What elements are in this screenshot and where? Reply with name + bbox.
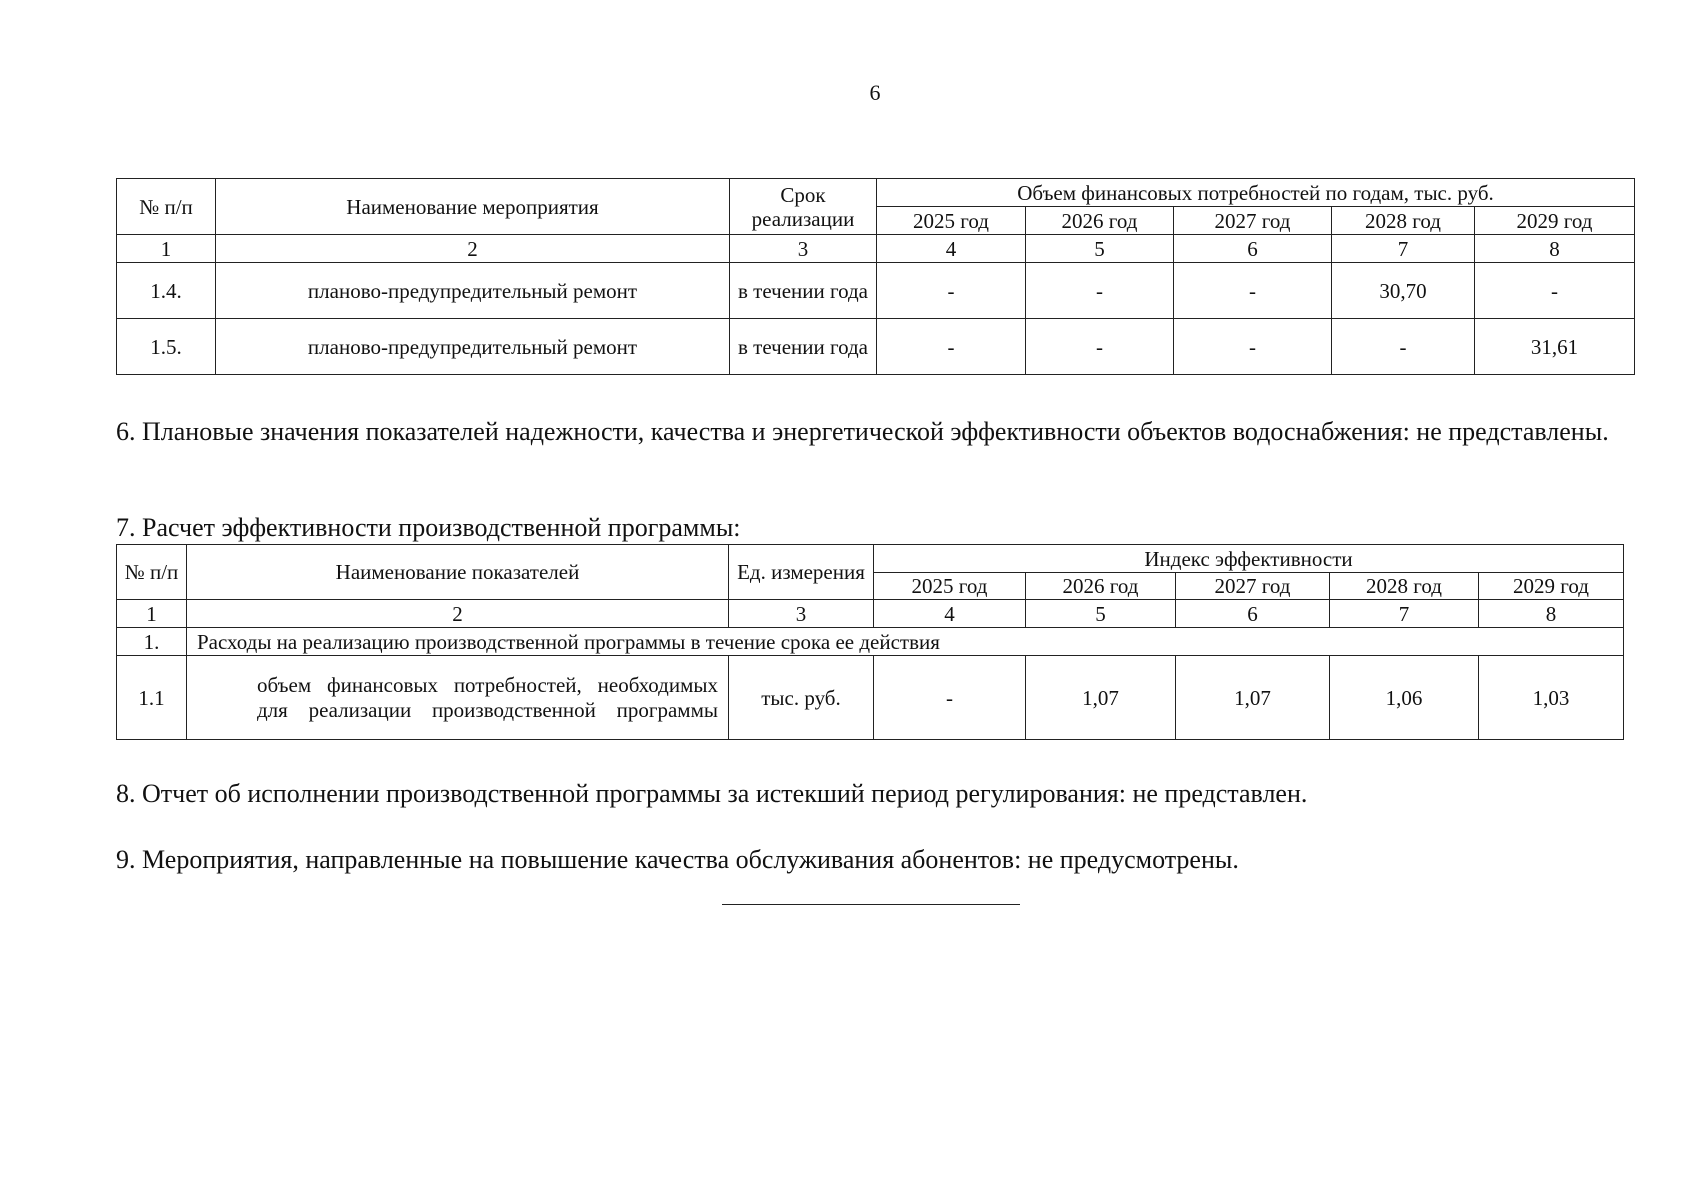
section-9-text: 9. Мероприятия, направленные на повышение качества обслуживания абонентов: не предусмотрены. — [116, 845, 1239, 874]
row-num: 1.1 — [117, 656, 187, 740]
row-term: в течении года — [730, 319, 877, 375]
row-name-text: объем финансовых потребностей, необходимых для реализации производственной программы — [257, 672, 718, 722]
table-row — [117, 656, 1624, 740]
index-cell: 2 — [216, 235, 730, 263]
header-finance: Объем финансовых потребностей по годам, тыс. руб. — [877, 179, 1635, 207]
index-cell: 4 — [874, 600, 1026, 628]
header-year: 2028 год — [1332, 207, 1475, 235]
group-text: Расходы на реализацию производственной программы в течение срока ее действия — [187, 628, 1624, 656]
header-year: 2026 год — [1026, 207, 1174, 235]
index-cell: 6 — [1176, 600, 1330, 628]
header-index: Индекс эффективности — [874, 545, 1624, 573]
row-value: 30,70 — [1332, 263, 1475, 319]
row-value: 1,06 — [1330, 656, 1479, 740]
efficiency-table — [116, 544, 1624, 740]
row-name — [187, 656, 729, 740]
index-cell: 5 — [1026, 235, 1174, 263]
index-cell: 2 — [187, 600, 729, 628]
row-value: - — [1174, 319, 1332, 375]
row-term: в течении года — [730, 263, 877, 319]
header-year: 2029 год — [1479, 573, 1624, 600]
header-year: 2029 год — [1475, 207, 1635, 235]
header-name: Наименование показателей — [187, 545, 729, 600]
row-value: - — [1332, 319, 1475, 375]
index-cell: 7 — [1332, 235, 1475, 263]
row-value: - — [874, 656, 1026, 740]
row-value: - — [877, 319, 1026, 375]
header-year: 2025 год — [874, 573, 1026, 600]
group-row — [117, 628, 1624, 656]
header-term: Срок реализации — [730, 179, 877, 235]
row-value: - — [1026, 319, 1174, 375]
index-cell: 1 — [117, 600, 187, 628]
index-cell: 4 — [877, 235, 1026, 263]
table-row — [117, 263, 1635, 319]
header-unit: Ед. измерения — [729, 545, 874, 600]
index-cell: 3 — [730, 235, 877, 263]
row-unit: тыс. руб. — [729, 656, 874, 740]
row-name: планово-предупредительный ремонт — [216, 263, 730, 319]
row-value: 31,61 — [1475, 319, 1635, 375]
row-value: - — [1475, 263, 1635, 319]
header-name: Наименование мероприятия — [216, 179, 730, 235]
index-cell: 3 — [729, 600, 874, 628]
header-num: № п/п — [117, 545, 187, 600]
row-value: - — [1174, 263, 1332, 319]
index-cell: 1 — [117, 235, 216, 263]
row-value: - — [1026, 263, 1174, 319]
index-cell: 8 — [1479, 600, 1624, 628]
row-value: 1,03 — [1479, 656, 1624, 740]
row-num: 1.5. — [117, 319, 216, 375]
index-cell: 5 — [1026, 600, 1176, 628]
section-6-text: 6. Плановые значения показателей надежности, качества и энергетической эффективности объектов водоснабжения: не представлены. — [116, 417, 1609, 446]
table-row — [117, 319, 1635, 375]
index-cell: 6 — [1174, 235, 1332, 263]
header-year: 2026 год — [1026, 573, 1176, 600]
row-value: 1,07 — [1026, 656, 1176, 740]
header-year: 2027 год — [1176, 573, 1330, 600]
group-num: 1. — [117, 628, 187, 656]
page-number: 6 — [869, 80, 881, 105]
header-year: 2027 год — [1174, 207, 1332, 235]
financial-needs-table — [116, 178, 1635, 375]
header-num: № п/п — [117, 179, 216, 235]
index-cell: 7 — [1330, 600, 1479, 628]
section-8-text: 8. Отчет об исполнении производственной программы за истекший период регулирования: не представлен. — [116, 779, 1308, 808]
row-name: планово-предупредительный ремонт — [216, 319, 730, 375]
index-cell: 8 — [1475, 235, 1635, 263]
row-value: 1,07 — [1176, 656, 1330, 740]
end-divider-line — [722, 904, 1020, 905]
header-year: 2028 год — [1330, 573, 1479, 600]
header-year: 2025 год — [877, 207, 1026, 235]
section-7-title: 7. Расчет эффективности производственной программы: — [116, 513, 741, 542]
row-num: 1.4. — [117, 263, 216, 319]
row-value: - — [877, 263, 1026, 319]
